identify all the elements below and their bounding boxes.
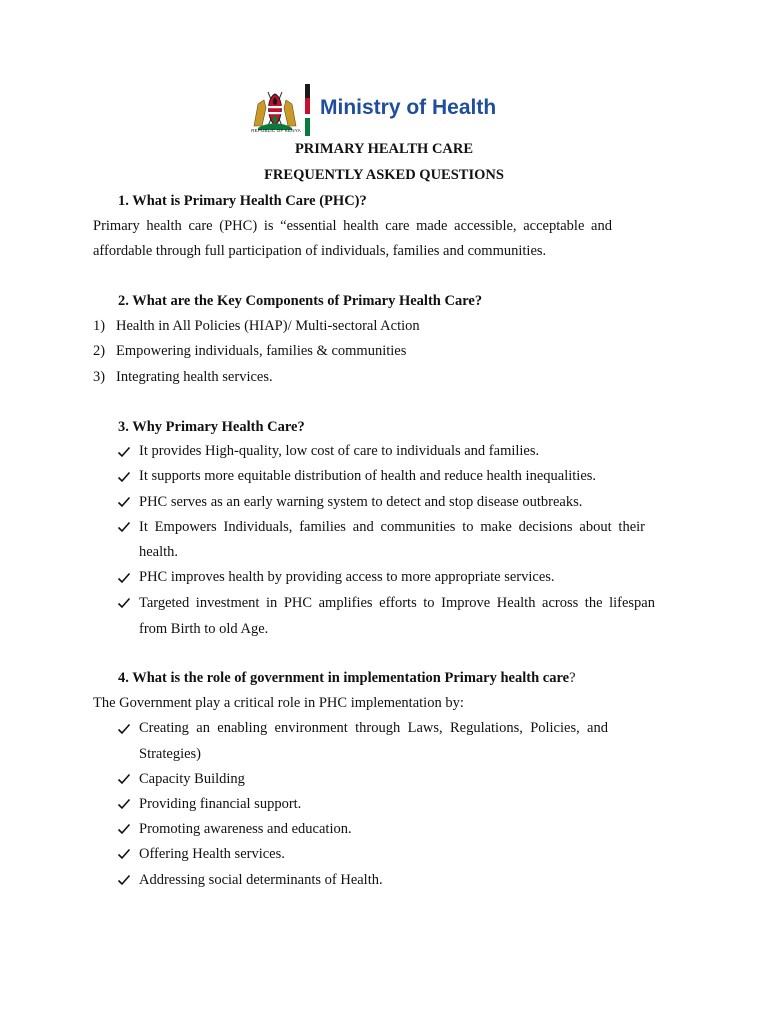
q4-bullet-text: Creating an enabling environment through Laws, Regulations, Policies, and	[139, 720, 608, 736]
checkmark-icon	[117, 571, 131, 585]
question-4-heading-end: ?	[569, 670, 576, 686]
question-2-heading: 2. What are the Key Components of Primary Health Care?	[118, 293, 483, 309]
q4-intro: The Government play a critical role in PHC implementation by:	[93, 695, 464, 711]
q2-item-text: Integrating health services.	[116, 369, 273, 385]
q3-bullet-text: Targeted investment in PHC amplifies efforts to Improve Health across the lifespan	[139, 595, 655, 611]
q3-bullet-text: It Empowers Individuals, families and communities to make decisions about their	[139, 519, 645, 535]
question-4-heading	[118, 670, 576, 687]
q1-answer-line-1: Primary health care (PHC) is “essential health care made accessible, acceptable and	[93, 218, 612, 234]
q4-bullet-text: Addressing social determinants of Health.	[139, 872, 383, 888]
checkmark-icon	[117, 873, 131, 887]
checkmark-icon	[117, 722, 131, 736]
q3-bullet-text: It supports more equitable distribution of health and reduce health inequalities.	[139, 468, 597, 484]
flag-stripe-black	[305, 84, 310, 98]
q4-bullet-text: Offering Health services.	[139, 846, 285, 862]
checkmark-icon	[117, 470, 131, 484]
checkmark-icon	[117, 445, 131, 459]
question-3-heading: 3. Why Primary Health Care?	[118, 419, 305, 435]
q2-item-text: Health in All Policies (HIAP)/ Multi-sectoral Action	[116, 318, 420, 334]
checkmark-icon	[117, 596, 131, 610]
q4-bullet-text: Capacity Building	[139, 771, 245, 787]
flag-color-bar	[305, 84, 310, 136]
ministry-header	[250, 84, 550, 136]
checkmark-icon	[117, 520, 131, 534]
checkmark-icon	[117, 495, 131, 509]
q2-item-number: 1)	[93, 318, 106, 334]
checkmark-icon	[117, 847, 131, 861]
q3-bullet-continuation: health.	[139, 544, 179, 560]
q4-bullet-text: Promoting awareness and education.	[139, 821, 352, 837]
document-subtitle: FREQUENTLY ASKED QUESTIONS	[264, 167, 504, 183]
checkmark-icon	[117, 822, 131, 836]
q2-item-text: Empowering individuals, families & communities	[116, 343, 407, 359]
document-title: PRIMARY HEALTH CARE	[294, 141, 474, 157]
q3-bullet-continuation: from Birth to old Age.	[139, 621, 269, 637]
crest-caption: REPUBLIC OF KENYA	[251, 128, 301, 133]
question-4-heading-text: 4. What is the role of government in implementation Primary health care	[118, 670, 570, 686]
checkmark-icon	[117, 772, 131, 786]
q3-bullet-text: PHC serves as an early warning system to detect and stop disease outbreaks.	[139, 494, 583, 510]
q3-bullet-text: It provides High-quality, low cost of care to individuals and families.	[139, 443, 540, 459]
brand-name: Ministry of Health	[320, 96, 497, 119]
q2-item-number: 2)	[93, 343, 106, 359]
q2-item-number: 3)	[93, 369, 106, 385]
flag-stripe-green	[305, 118, 310, 136]
q1-answer-line-2: affordable through full participation of individuals, families and communities.	[93, 243, 547, 259]
q3-bullet-text: PHC improves health by providing access to more appropriate services.	[139, 569, 555, 585]
q4-bullet-text: Providing financial support.	[139, 796, 302, 812]
question-1-heading: 1. What is Primary Health Care (PHC)?	[118, 193, 367, 209]
q4-bullet-continuation: Strategies)	[139, 746, 202, 762]
checkmark-icon	[117, 797, 131, 811]
flag-stripe-red	[305, 98, 310, 114]
